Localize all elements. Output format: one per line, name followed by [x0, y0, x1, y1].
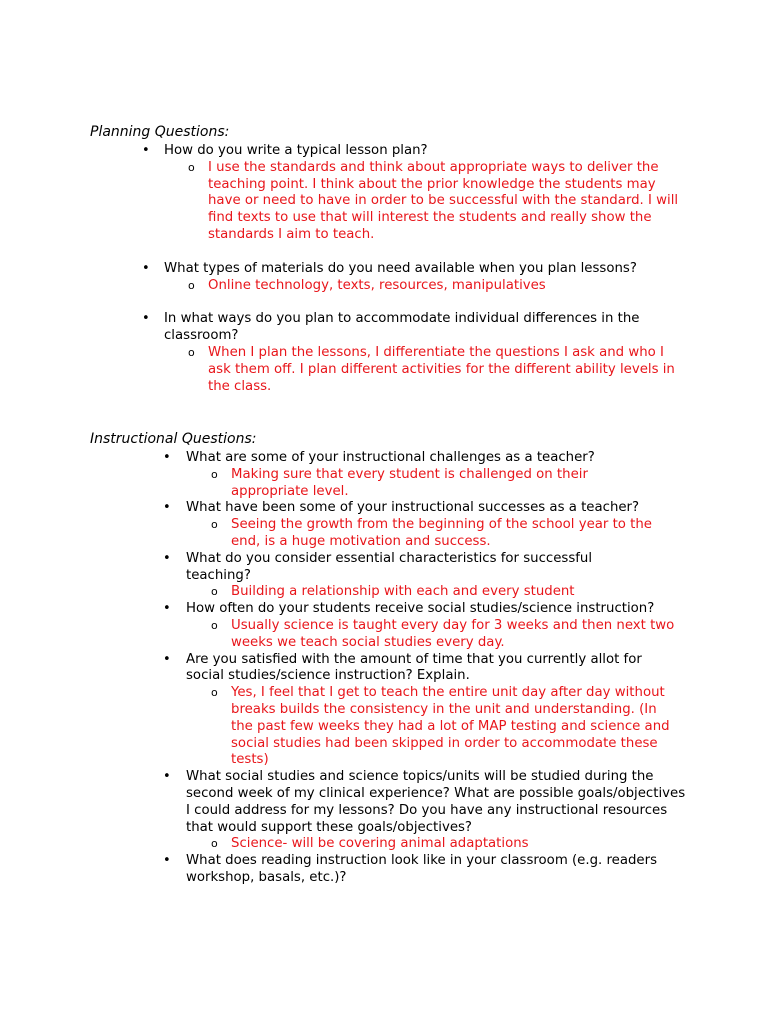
instructional-question-3 [0, 551, 768, 585]
circle-bullet-icon: o [188, 345, 195, 359]
question-text: What social studies and science topics/units will be studied during the second week of my clinical experience? What are possible goals/objectives I could address for my lessons? Do you have any instructional resources that would support these goals/objectives? [186, 769, 686, 835]
answer-text: Building a relationship with each and every student [231, 584, 575, 600]
bullet-icon: • [163, 651, 171, 667]
planning-answer-1 [0, 160, 768, 244]
question-text: Are you satisfied with the amount of time that you currently allot for social studies/science instruction? Explain. [186, 651, 642, 684]
question-text: What does reading instruction look like in your classroom (e.g. readers workshop, basals, etc.)? [186, 853, 658, 885]
circle-bullet-icon: o [211, 618, 218, 632]
answer-text: Seeing the growth from the beginning of the school year to the end, is a huge motivation and success. [231, 517, 652, 549]
question-text: What types of materials do you need available when you plan lessons? [164, 260, 637, 276]
instructional-question-1 [0, 450, 768, 467]
question-text: How do you write a typical lesson plan? [164, 143, 428, 158]
circle-bullet-icon: o [211, 467, 218, 481]
question-text: How often do your students receive social studies/science instruction? [186, 601, 655, 617]
bullet-icon: • [163, 853, 171, 869]
bullet-icon: • [142, 260, 150, 276]
instructional-answer-4 [0, 618, 768, 652]
question-text: In what ways do you plan to accommodate individual differences in the classroom? [164, 311, 640, 344]
answer-text: When I plan the lessons, I differentiate the questions I ask and who I ask them off. I plan different activities for the different ability levels in the class. [208, 344, 675, 394]
answer-text: I use the standards and think about appropriate ways to deliver the teaching point. I think about the prior knowledge the students may have or need to have in order to be successful with the standard. I will find texts to use that will interest the students and really show the standards I aim to teach. [208, 159, 679, 242]
bullet-icon: • [142, 311, 150, 327]
instructional-answer-3 [0, 584, 768, 601]
answer-text: Online technology, texts, resources, manipulatives [208, 277, 546, 293]
planning-question-2 [0, 261, 768, 278]
planning-heading: Planning Questions: [90, 124, 230, 140]
instructional-answer-1 [0, 467, 768, 501]
instructional-answer-2 [0, 517, 768, 551]
answer-text: Yes, I feel that I get to teach the entire unit day after day without breaks builds the consistency in the unit and understanding. (In the past few weeks they had a lot of MAP testing and science and social studies had been skipped in order to accommodate these tests) [231, 685, 670, 768]
bullet-icon: • [142, 143, 150, 158]
planning-section [0, 143, 768, 395]
instructional-question-2 [0, 500, 768, 517]
circle-bullet-icon: o [211, 518, 218, 532]
instructional-answer-6 [0, 836, 768, 853]
circle-bullet-icon: o [211, 837, 218, 851]
instructional-heading: Instructional Questions: [90, 431, 257, 447]
instructional-question-6 [0, 769, 768, 836]
question-text: What have been some of your instructional successes as a teacher? [186, 500, 640, 516]
circle-bullet-icon: o [211, 585, 218, 599]
planning-answer-2 [0, 278, 768, 295]
planning-question-3 [0, 311, 768, 345]
instructional-question-7 [0, 853, 768, 887]
bullet-icon: • [163, 601, 171, 617]
instructional-question-5 [0, 652, 768, 686]
planning-question-1 [0, 143, 768, 160]
answer-text: Making sure that every student is challenged on their appropriate level. [231, 466, 588, 499]
question-text: What are some of your instructional challenges as a teacher? [186, 450, 595, 465]
question-text: What do you consider essential characteristics for successful teaching? [186, 550, 593, 583]
circle-bullet-icon: o [188, 160, 195, 174]
bullet-icon: • [163, 550, 171, 566]
bullet-icon: • [163, 500, 171, 516]
answer-text: Science- will be covering animal adaptations [231, 836, 529, 852]
instructional-answer-5 [0, 685, 768, 769]
circle-bullet-icon: o [211, 686, 218, 700]
answer-text: Usually science is taught every day for 3 weeks and then next two weeks we teach social studies every day. [231, 617, 675, 650]
bullet-icon: • [163, 450, 171, 465]
planning-answer-3 [0, 345, 768, 395]
instructional-section [0, 450, 768, 887]
circle-bullet-icon: o [188, 278, 195, 292]
instructional-question-4 [0, 601, 768, 618]
bullet-icon: • [163, 769, 171, 785]
